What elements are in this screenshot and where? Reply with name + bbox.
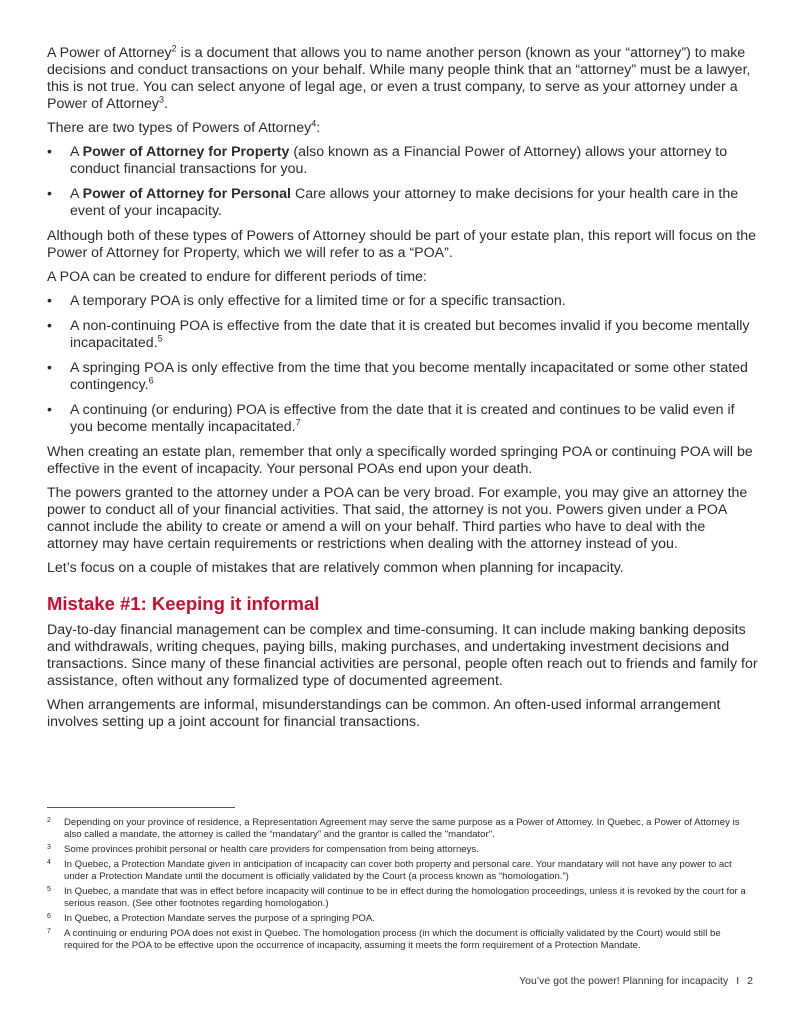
footnote-item: [47, 859, 757, 883]
list-item-bold: Power of Attorney for Property: [82, 144, 290, 160]
footnote-text: Depending on your province of residence, a Representation Agreement may serve the same purpose as a Power of Attorney. In Quebec, a Power of Attorney is also called a mandate, the attorney is called the “mandatary” and the grantor is called the "mandator".: [64, 817, 740, 840]
page-footer: [519, 975, 753, 987]
footnote-text: In Quebec, a Protection Mandate serves the purpose of a springing POA.: [64, 913, 375, 924]
footer-title: You’ve got the power! Planning for incapacity: [519, 975, 729, 987]
mistakes-intro-paragraph: Let’s focus on a couple of mistakes that are relatively common when planning for incapacity.: [47, 560, 624, 576]
footnote-item: [47, 844, 757, 856]
footnote-number: 7: [47, 928, 51, 935]
types-intro-text: There are two types of Powers of Attorney: [47, 120, 312, 136]
footnote-item: [47, 928, 757, 952]
list-item-text: Care allows your attorney to make decisions for your health care in the event of your incapacity.: [70, 186, 739, 219]
section-paragraph: When arrangements are informal, misunderstandings can be common. An often-used informal arrangement involves setting up a joint account for financial transactions.: [47, 697, 721, 730]
poa-periods-list: [47, 293, 759, 436]
poa-types-list: [47, 144, 759, 220]
intro-text-a: A Power of Attorney: [47, 45, 172, 61]
powers-paragraph: The powers granted to the attorney under a POA can be very broad. For example, you may give an attorney the power to conduct all of your financial activities. That said, the attorney is not you. Powers given under a POA cannot include the ability to create or amend a will on your behalf. Third parties who have to deal with the attorney may have certain requirements or restrictions when dealing with the attorney instead of you.: [47, 485, 748, 552]
list-item-lead: A: [70, 144, 83, 160]
bullet-icon: •: [47, 293, 52, 309]
footnote-text: Some provinces prohibit personal or health care providers for compensation from being attorneys.: [64, 844, 479, 855]
footnote-text: In Quebec, a Protection Mandate given in anticipation of incapacity can cover both property and personal care. Your mandatary will not have any power to act under a Protection Mandate until the document is officially validated by the Court (a process known as “homologation.”): [64, 859, 732, 882]
footnote-text: In Quebec, a mandate that was in effect before incapacity will continue to be in effect during the homologation proceedings, unless it is revoked by the court for a serious reason. (See other footnotes regarding homologation.): [64, 886, 746, 909]
footer-separator: I: [736, 975, 740, 987]
list-item-lead: A: [70, 186, 83, 202]
section-heading: Mistake #1: Keeping it informal: [47, 593, 320, 614]
footnote-ref-7[interactable]: 7: [295, 417, 301, 428]
footnote-item: [47, 886, 757, 910]
intro-paragraph: [47, 45, 759, 113]
footnote-item: [47, 817, 757, 841]
focus-paragraph: Although both of these types of Powers of Attorney should be part of your estate plan, this report will focus on the Power of Attorney for Property, which we will refer to as a “POA”.: [47, 228, 757, 261]
intro-text-b: is a document that allows you to name another person (known as your “attorney”) to make decisions and conduct transactions on your behalf. While many people think that an “attorney” must be a lawyer, this is not true. You can select anyone of legal age, or even a trust company, to serve as your attorney under a Power of Attorney: [47, 45, 751, 112]
footnote-divider: [47, 807, 235, 808]
footnotes: [47, 817, 757, 955]
footnote-number: 5: [47, 886, 51, 893]
footnote-number: 4: [47, 859, 51, 866]
bullet-icon: •: [47, 186, 52, 202]
intro-text-c: .: [164, 96, 168, 112]
list-item-text: (also known as a Financial Power of Attorney) allows your attorney to conduct financial transactions for you.: [70, 144, 728, 177]
bullet-icon: •: [47, 318, 52, 334]
bullet-icon: •: [47, 402, 52, 418]
estate-plan-paragraph: When creating an estate plan, remember that only a specifically worded springing POA or continuing POA will be effective in the event of incapacity. Your personal POAs end upon your death.: [47, 444, 753, 477]
footnote-number: 3: [47, 844, 51, 851]
footnote-ref-5[interactable]: 5: [157, 333, 163, 344]
footnote-text: A continuing or enduring POA does not exist in Quebec. The homologation process (in which the document is officially validated by the Court) would still be required for the POA to be effective upon the occurrence of incapacity, assuming it meets the form requirement of a Protection Mandate.: [64, 928, 721, 951]
types-intro-end: :: [316, 120, 321, 136]
footnote-item: [47, 913, 757, 925]
footnote-ref-6[interactable]: 6: [148, 375, 154, 386]
bullet-icon: •: [47, 144, 52, 160]
main-content: [47, 45, 759, 738]
list-item: [47, 360, 759, 394]
list-item-text: A temporary POA is only effective for a limited time or for a specific transaction.: [70, 293, 566, 309]
list-item: [47, 186, 759, 220]
section-paragraph: Day-to-day financial management can be complex and time-consuming. It can include making banking deposits and withdrawals, writing cheques, paying bills, making purchases, and undertaking investment decisions and transactions. Since many of these financial activities are personal, people often reach out to friends and family for assistance, often without any formalized type of documented agreement.: [47, 622, 758, 689]
list-item: [47, 144, 759, 178]
footnote-number: 6: [47, 913, 51, 920]
bullet-icon: •: [47, 360, 52, 376]
list-item: [47, 318, 759, 352]
list-item: [47, 402, 759, 436]
types-intro-paragraph: [47, 120, 759, 137]
footnote-number: 2: [47, 817, 51, 824]
list-item-bold: Power of Attorney for Personal: [82, 186, 292, 202]
footnote-ref-3[interactable]: 3: [158, 94, 164, 105]
list-item-text: A continuing (or enduring) POA is effective from the date that it is created and continues to be valid even if you become mentally incapacitated.: [70, 402, 735, 435]
list-item-text: A non-continuing POA is effective from the date that it is created but becomes invalid if you become mentally incapacitated.: [70, 318, 750, 351]
page-number: 2: [747, 975, 753, 987]
footnote-ref-4[interactable]: 4: [311, 118, 317, 129]
footnote-ref-2[interactable]: 2: [171, 43, 177, 54]
list-item-text: A springing POA is only effective from the time that you become mentally incapacitated or some other stated contingency.: [70, 360, 748, 393]
periods-intro-paragraph: A POA can be created to endure for different periods of time:: [47, 269, 427, 285]
list-item: [47, 293, 759, 310]
